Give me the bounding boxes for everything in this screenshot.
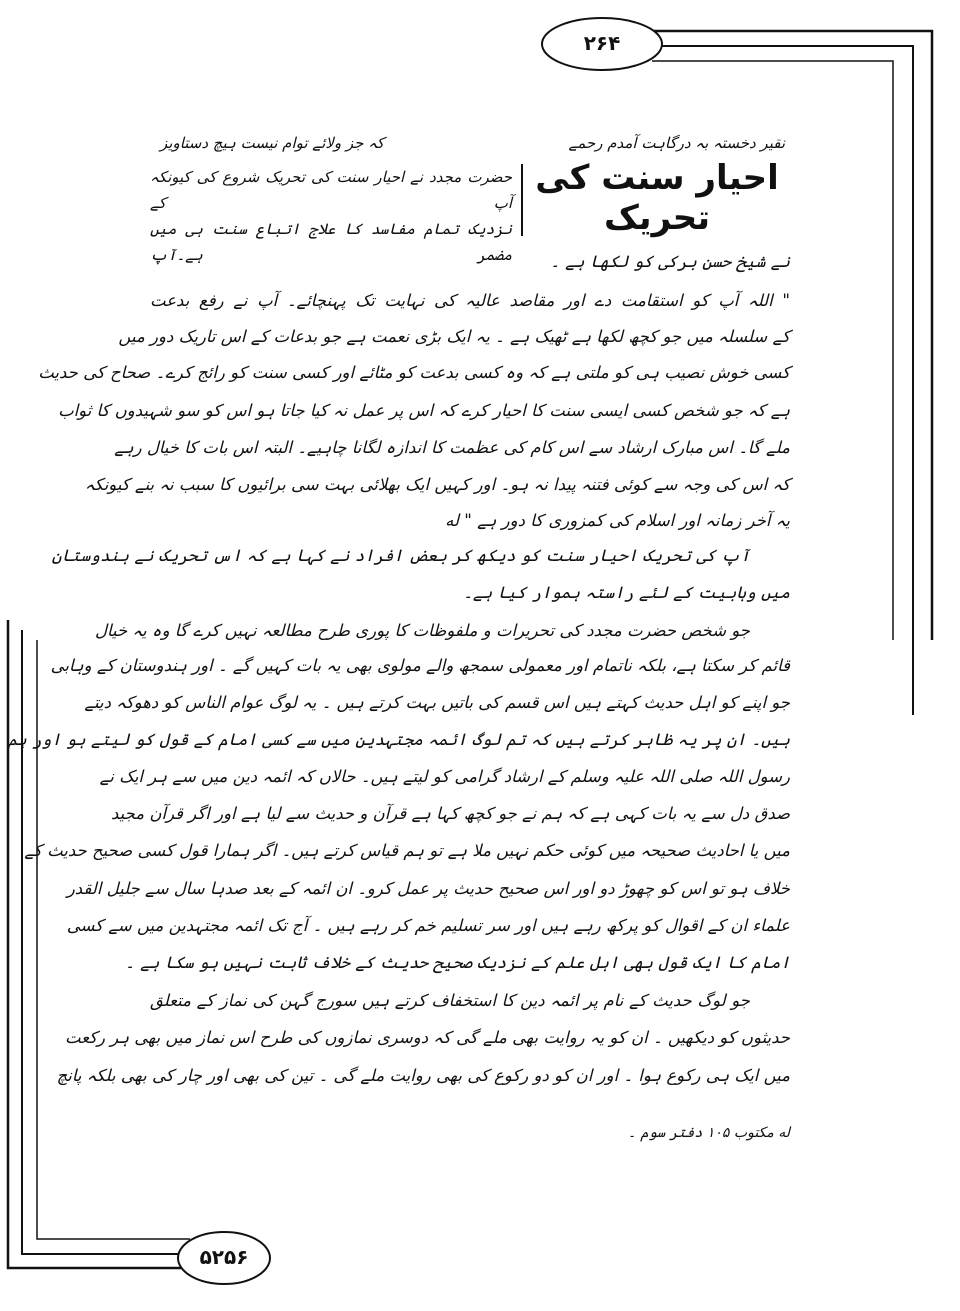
section-heading: احیار سنت کی تحریک	[535, 158, 779, 238]
body-line: خلاف ہو تو اس کو چھوڑ دو اور اس صحیح حدیث پر عمل کرو۔ ان ائمہ کے بعد صدہا سال سے جلیل القدر	[66, 879, 790, 898]
body-line: حدیثوں کو دیکھیں ۔ ان کو یہ روایت بھی ملے گی کہ دوسری نمازوں کی طرح اس نماز میں بھی ہر رکعت	[65, 1028, 790, 1047]
body-line: ہے کہ جو شخص کسی ایسی سنت کا احیار کرے کہ اس پر عمل نہ کیا جاتا ہو اس کو سو شہیدوں کا ثواب	[58, 401, 790, 420]
page-number-top: ۲۶۴	[583, 31, 621, 55]
body-line: کے سلسلہ میں جو کچھ لکھا ہے ٹھیک ہے ۔ یہ ایک بڑی نعمت ہے جو بدعات کے اس تاریک دور میں	[118, 327, 790, 346]
body-line: جو لوگ حدیث کے نام پر ائمہ دین کا استخفاف کرتے ہیں سورج گہن کی نماز کے متعلق	[150, 991, 750, 1010]
body-line: جو شخص حضرت مجدد کی تحریرات و ملفوظات کا پوری طرح مطالعہ نہیں کرے گا وہ یہ خیال	[94, 621, 750, 640]
body-line: قائم کر سکتا ہے، بلکہ ناتمام اور معمولی سمجھ والے مولوی بھی یہ بات کہیں گے ۔ اور ہندوستان کے وہابی	[50, 656, 790, 675]
intro-line: حضرت مجدد نے احیار سنت کی تحریک شروع کی کیونکہ آپ کے	[150, 168, 512, 212]
footnote: له مکتوب ۱۰۵ دفتر سوم ۔	[627, 1125, 790, 1141]
intro-line: نے شیخ حسن برکی کو لکھا ہے ۔	[550, 252, 790, 271]
body-line: علماء ان کے اقوال کو پرکھ رہے ہیں اور سر تسلیم خم کر رہے ہیں ۔ آج تک ائمہ مجتہدین میں سے کسی	[66, 916, 790, 935]
body-line: آپ کی تحریک احیار سنت کو دیکھ کر بعض افراد نے کہا ہے کہ اس تحریک نے ہندوستان	[51, 546, 750, 565]
page-number-bottom: ۵۲۵۶	[199, 1245, 249, 1269]
body-line: جو اپنے کو اہل حدیث کہتے ہیں اس قسم کی باتیں بہت کرتے ہیں ۔ یہ لوگ عوام الناس کو دھوکہ دیتے	[84, 693, 790, 712]
verse-left: کہ جز ولائے توام نیست ہیچ دستاویز	[160, 134, 385, 152]
body-line: رسول اللہ صلی اللہ علیہ وسلم کے ارشاد گرامی کو لیتے ہیں۔ حالاں کہ ائمہ دین میں سے ہر ایک نے	[99, 767, 790, 786]
verse-right: نقیر دخستہ بہ درگاہت آمدم رحمے	[568, 134, 785, 152]
body-line: ملے گا۔ اس مبارک ارشاد سے اس کام کی عظمت کا اندازہ لگانا چاہیے۔ البتہ اس بات کا خیال رہے	[114, 438, 790, 457]
body-line: میں یا احادیث صحیحہ میں کوئی حکم نہیں ملا ہے تو ہم قیاس کرتے ہیں۔ اگر ہمارا قول کسی صحیح حدیث کے	[24, 841, 790, 860]
body-line: میں وہابیت کے لئے راستہ ہموار کیا ہے۔	[463, 583, 790, 602]
body-line: کسی خوش نصیب ہی کو ملتی ہے کہ وہ کسی بدعت کو مٹائے اور کسی سنت کو رائج کرے۔ صحاح کی حدیث	[38, 363, 790, 382]
body-line: کہ اس کی وجہ سے کوئی فتنہ پیدا نہ ہو۔ اور کہیں ایک بھلائی بہت سی برائیوں کا سبب نہ بنے کیونکہ	[84, 475, 790, 494]
body-line: یہ آخر زمانہ اور اسلام کی کمزوری کا دور ہے " له	[445, 511, 790, 530]
heading-divider	[521, 164, 523, 236]
body-line: میں ایک ہی رکوع ہوا ۔ اور ان کو دو رکوع کی بھی روایت ملے گی ۔ تین کی بھی اور چار کی بھی بلکہ پانچ	[56, 1066, 790, 1085]
body-line: ہیں۔ ان پر یہ ظاہر کرتے ہیں کہ تم لوگ ائمہ مجتہدین میں سے کسی امام کے قول کو لیتے ہو اور ہم	[7, 730, 790, 749]
body-line: صدق دل سے یہ بات کہی ہے کہ ہم نے جو کچھ کہا ہے قرآن و حدیث سے لیا ہے اور اگر قرآن مجید	[111, 804, 790, 823]
intro-line: نزدیک تمام مفاسد کا علاج اتباع سنت ہی میں مضمر ہے۔آپ	[150, 220, 512, 264]
body-line: امام کا ایک قول بھی اہل علم کے نزدیک صحیح حدیث کے خلاف ثابت نہیں ہو سکا ہے ۔	[125, 953, 790, 972]
body-line: " اللہ آپ کو استقامت دے اور مقاصد عالیہ کی نہایت تک پہنچائے۔ آپ نے رفع بدعت	[150, 291, 790, 310]
